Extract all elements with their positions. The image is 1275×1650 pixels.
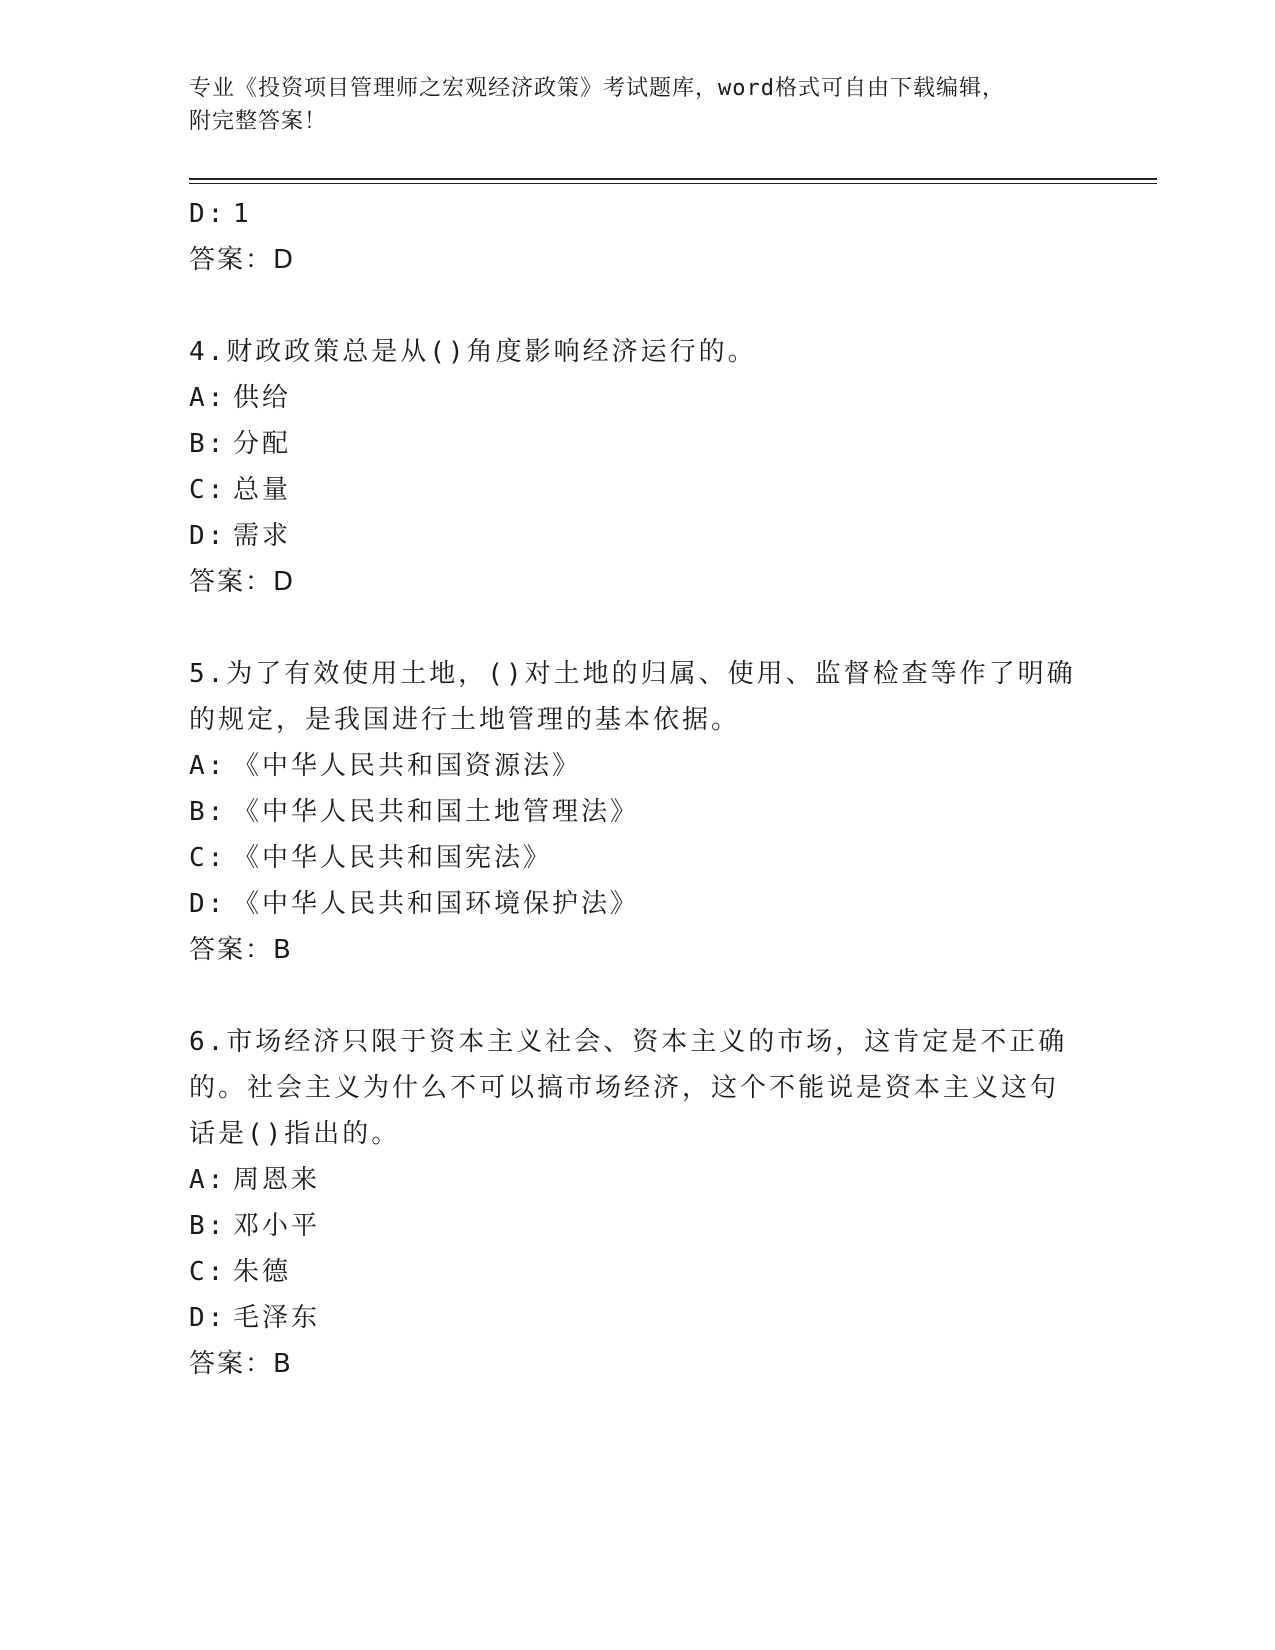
document-header	[189, 72, 1089, 138]
option-b	[189, 1203, 1089, 1249]
option-text: 分配	[233, 429, 292, 459]
option-d	[189, 191, 1089, 237]
spacer	[189, 605, 1089, 651]
option-text: 《中华人民共和国环境保护法》	[233, 889, 640, 919]
question-content	[189, 191, 1089, 1387]
answer-line: 答案：D	[189, 245, 296, 275]
question-block	[189, 329, 1089, 605]
option-c	[189, 1249, 1089, 1295]
answer-line: 答案：B	[189, 1349, 293, 1379]
option-key: B:	[189, 797, 227, 827]
question-text: 话是()指出的。	[189, 1119, 401, 1149]
option-key: C:	[189, 475, 227, 505]
option-d	[189, 513, 1089, 559]
option-d	[189, 1295, 1089, 1341]
question-text: 的规定，是我国进行土地管理的基本依据。	[189, 705, 741, 735]
spacer	[189, 973, 1089, 1019]
option-c	[189, 835, 1089, 881]
question-text: 6.市场经济只限于资本主义社会、资本主义的市场，这肯定是不正确	[189, 1027, 1068, 1057]
question-block	[189, 1019, 1089, 1387]
option-key: C:	[189, 843, 227, 873]
option-key: C:	[189, 1257, 227, 1287]
option-a	[189, 743, 1089, 789]
option-key: A:	[189, 383, 227, 413]
question-text: 5.为了有效使用土地，()对土地的归属、使用、监督检查等作了明确	[189, 659, 1076, 689]
option-key: B:	[189, 429, 227, 459]
option-text: 《中华人民共和国宪法》	[233, 843, 553, 873]
spacer	[189, 283, 1089, 329]
option-a	[189, 375, 1089, 421]
header-line-2: 附完整答案！	[189, 109, 328, 134]
option-d	[189, 881, 1089, 927]
option-key: D:	[189, 199, 227, 229]
header-divider-thick	[189, 178, 1157, 180]
option-text: 邓小平	[233, 1211, 321, 1241]
option-key: D:	[189, 889, 227, 919]
option-text: 总量	[233, 475, 292, 505]
option-text: 供给	[233, 383, 292, 413]
option-key: A:	[189, 1165, 227, 1195]
option-text: 朱德	[233, 1257, 292, 1287]
question-block	[189, 651, 1089, 973]
option-b	[189, 789, 1089, 835]
question-text: 4.财政政策总是从()角度影响经济运行的。	[189, 337, 757, 367]
option-b	[189, 421, 1089, 467]
option-text: 需求	[233, 521, 292, 551]
answer-line: 答案：D	[189, 567, 296, 597]
question-text: 的。社会主义为什么不可以搞市场经济，这个不能说是资本主义这句	[189, 1073, 1060, 1103]
option-text: 周恩来	[233, 1165, 321, 1195]
answer-line: 答案：B	[189, 935, 293, 965]
option-text: 《中华人民共和国资源法》	[233, 751, 582, 781]
option-text: 毛泽东	[233, 1303, 321, 1333]
option-a	[189, 1157, 1089, 1203]
option-key: B:	[189, 1211, 227, 1241]
header-line-1: 专业《投资项目管理师之宏观经济政策》考试题库，word格式可自由下载编辑，	[189, 76, 1005, 101]
option-key: D:	[189, 521, 227, 551]
option-text: 1	[233, 199, 252, 229]
option-c	[189, 467, 1089, 513]
option-key: D:	[189, 1303, 227, 1333]
header-divider-thin	[189, 183, 1157, 184]
option-text: 《中华人民共和国土地管理法》	[233, 797, 640, 827]
option-key: A:	[189, 751, 227, 781]
